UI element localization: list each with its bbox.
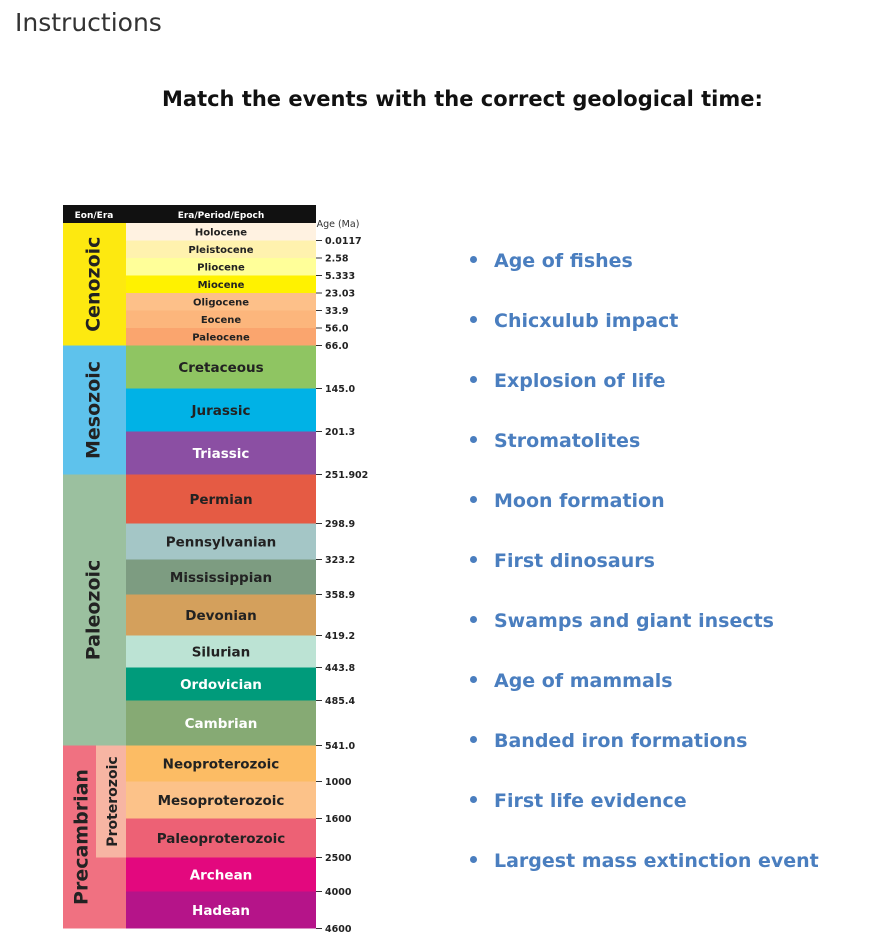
age-tick-label: 2500	[325, 853, 352, 864]
proterozoic-label: Proterozoic	[105, 756, 121, 847]
age-tick-label: 4600	[325, 924, 352, 935]
event-item[interactable]	[470, 250, 633, 272]
event-label: Largest mass extinction event	[494, 850, 819, 872]
age-tick-label: 298.9	[325, 519, 356, 530]
period-label: Cambrian	[184, 715, 258, 732]
event-item[interactable]	[470, 430, 640, 452]
period-label: Jurassic	[191, 402, 251, 419]
period-label: Paleocene	[192, 332, 250, 344]
period-label: Paleoproterozoic	[156, 830, 286, 847]
event-label: Swamps and giant insects	[494, 610, 774, 632]
event-item[interactable]	[470, 790, 687, 812]
eon-label: Mesozoic	[82, 360, 105, 460]
age-tick-label: 23.03	[325, 288, 356, 300]
event-label: Age of fishes	[494, 250, 633, 272]
event-label: Explosion of life	[494, 370, 666, 392]
event-label: First life evidence	[494, 790, 687, 812]
age-tick-label: 201.3	[325, 427, 356, 438]
age-tick-label: 323.2	[325, 555, 356, 566]
age-tick-label: 4000	[325, 887, 352, 898]
period-label: Eocene	[200, 314, 242, 326]
period-label: Cretaceous	[178, 359, 264, 376]
event-item[interactable]	[470, 550, 655, 572]
period-label: Pliocene	[197, 262, 245, 274]
page-heading: Instructions	[15, 8, 162, 37]
age-tick-label: 1000	[325, 777, 352, 788]
bullet-icon	[470, 736, 477, 743]
bullet-icon	[470, 496, 477, 503]
period-label: Triassic	[192, 445, 250, 462]
event-label: Banded iron formations	[494, 730, 748, 752]
period-label: Oligocene	[193, 297, 249, 309]
bullet-icon	[470, 796, 477, 803]
event-item[interactable]	[470, 730, 747, 752]
period-label: Ordovician	[180, 676, 262, 693]
event-item[interactable]	[470, 310, 678, 332]
age-tick-label: 2.58	[325, 253, 349, 265]
age-tick-label: 485.4	[325, 696, 356, 707]
bullet-icon	[470, 676, 477, 683]
bullet-icon	[470, 256, 477, 263]
age-tick-label: 419.2	[325, 631, 356, 642]
age-tick-label: 541.0	[325, 741, 356, 752]
eon-label: Paleozoic	[82, 559, 105, 661]
event-item[interactable]	[470, 610, 774, 632]
event-item[interactable]	[470, 850, 819, 872]
bullet-icon	[470, 376, 477, 383]
period-label: Hadean	[192, 902, 250, 919]
event-label: Stromatolites	[494, 430, 641, 452]
bullet-icon	[470, 856, 477, 863]
age-tick-label: 33.9	[325, 306, 349, 317]
age-tick-label: 251.902	[325, 470, 369, 481]
event-label: First dinosaurs	[494, 550, 655, 572]
period-label: Neoproterozoic	[162, 756, 280, 773]
event-label: Chicxulub impact	[494, 310, 679, 332]
event-item[interactable]	[470, 370, 666, 392]
age-tick-label: 66.0	[325, 341, 349, 352]
event-item[interactable]	[470, 670, 673, 692]
event-item[interactable]	[470, 490, 665, 512]
eon-label: Cenozoic	[82, 236, 105, 332]
header-eon-label: Eon/Era	[74, 211, 114, 221]
age-tick-label: 56.0	[325, 323, 349, 335]
age-axis-label: Age (Ma)	[316, 219, 360, 230]
age-tick-label: 358.9	[325, 590, 356, 601]
age-tick-label: 5.333	[325, 271, 356, 282]
age-tick-label: 145.0	[325, 384, 356, 395]
bullet-icon	[470, 316, 477, 323]
period-label: Pleistocene	[188, 244, 254, 256]
header-period-label: Era/Period/Epoch	[177, 211, 265, 221]
event-label: Age of mammals	[494, 670, 673, 692]
period-label: Miocene	[197, 279, 245, 291]
geologic-timescale	[60, 205, 380, 935]
event-label: Moon formation	[494, 490, 665, 512]
question-prompt: Match the events with the correct geological time:	[162, 87, 763, 111]
age-tick-label: 443.8	[325, 663, 356, 674]
age-tick-label: 1600	[325, 814, 352, 825]
eon-label: Precambrian	[70, 769, 93, 905]
age-tick-label: 0.0117	[325, 236, 362, 247]
bullet-icon	[470, 616, 477, 623]
period-label: Holocene	[194, 227, 248, 239]
period-label: Mississippian	[169, 569, 273, 586]
bullet-icon	[470, 556, 477, 563]
period-label: Silurian	[191, 644, 251, 661]
period-label: Archean	[189, 867, 253, 884]
period-label: Pennsylvanian	[165, 534, 277, 551]
archean-hadean-eon-fill	[96, 858, 126, 929]
period-label: Devonian	[185, 607, 257, 624]
bullet-icon	[470, 436, 477, 443]
period-label: Mesoproterozoic	[157, 792, 285, 809]
period-label: Permian	[189, 491, 253, 508]
